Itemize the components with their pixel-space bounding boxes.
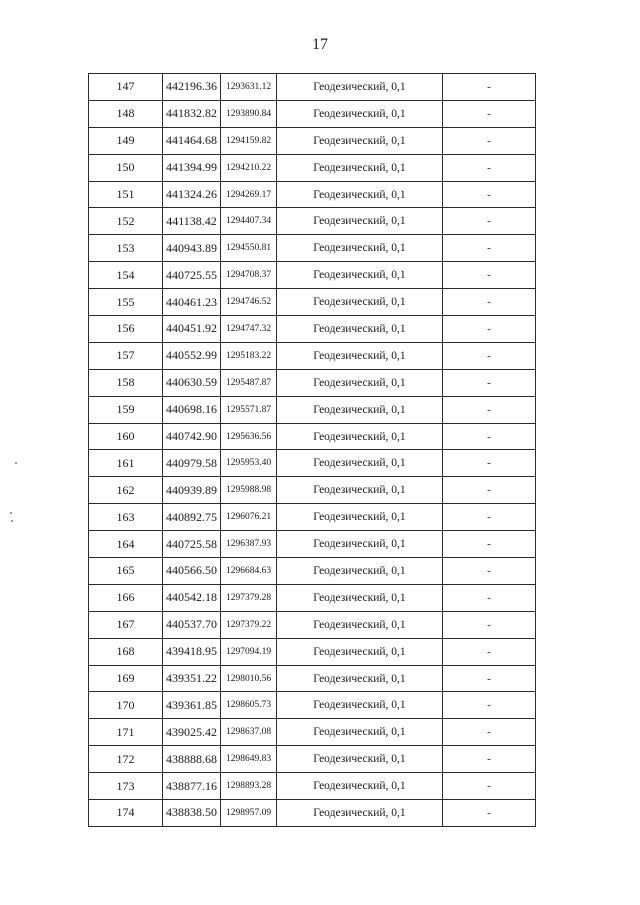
note-cell: - bbox=[443, 611, 536, 638]
x-coordinate-cell: 438877.16 bbox=[163, 773, 221, 800]
point-number-cell: 168 bbox=[89, 638, 163, 665]
table-row bbox=[89, 262, 536, 289]
method-cell: Геодезический, 0,1 bbox=[277, 342, 443, 369]
point-number-cell: 174 bbox=[89, 800, 163, 827]
note-cell: - bbox=[443, 396, 536, 423]
method-cell: Геодезический, 0,1 bbox=[277, 638, 443, 665]
page-number: 17 bbox=[312, 36, 328, 53]
y-coordinate-cell: 1297379.28 bbox=[221, 584, 277, 611]
point-number-cell: 156 bbox=[89, 316, 163, 343]
y-coordinate-cell: 1296387.93 bbox=[221, 531, 277, 558]
note-cell: - bbox=[443, 423, 536, 450]
method-cell: Геодезический, 0,1 bbox=[277, 558, 443, 585]
method-cell: Геодезический, 0,1 bbox=[277, 423, 443, 450]
note-cell: - bbox=[443, 773, 536, 800]
note-cell: - bbox=[443, 342, 536, 369]
table-row bbox=[89, 504, 536, 531]
x-coordinate-cell: 440542.18 bbox=[163, 584, 221, 611]
point-number-cell: 148 bbox=[89, 100, 163, 127]
point-number-cell: 167 bbox=[89, 611, 163, 638]
note-cell: - bbox=[443, 208, 536, 235]
y-coordinate-cell: 1294550.81 bbox=[221, 235, 277, 262]
y-coordinate-cell: 1298637.08 bbox=[221, 719, 277, 746]
method-cell: Геодезический, 0,1 bbox=[277, 262, 443, 289]
y-coordinate-cell: 1298957.09 bbox=[221, 800, 277, 827]
y-coordinate-cell: 1298893.28 bbox=[221, 773, 277, 800]
note-cell: - bbox=[443, 154, 536, 181]
note-cell: - bbox=[443, 235, 536, 262]
y-coordinate-cell: 1293631.12 bbox=[221, 74, 277, 101]
x-coordinate-cell: 440725.58 bbox=[163, 531, 221, 558]
method-cell: Геодезический, 0,1 bbox=[277, 450, 443, 477]
point-number-cell: 153 bbox=[89, 235, 163, 262]
y-coordinate-cell: 1294269.17 bbox=[221, 181, 277, 208]
note-cell: - bbox=[443, 100, 536, 127]
method-cell: Геодезический, 0,1 bbox=[277, 746, 443, 773]
method-cell: Геодезический, 0,1 bbox=[277, 692, 443, 719]
method-cell: Геодезический, 0,1 bbox=[277, 773, 443, 800]
note-cell: - bbox=[443, 316, 536, 343]
table-row bbox=[89, 369, 536, 396]
method-cell: Геодезический, 0,1 bbox=[277, 181, 443, 208]
point-number-cell: 157 bbox=[89, 342, 163, 369]
table-row bbox=[89, 74, 536, 101]
y-coordinate-cell: 1294210.22 bbox=[221, 154, 277, 181]
x-coordinate-cell: 440939.89 bbox=[163, 477, 221, 504]
y-coordinate-cell: 1294407.34 bbox=[221, 208, 277, 235]
x-coordinate-cell: 440698.16 bbox=[163, 396, 221, 423]
y-coordinate-cell: 1294747.32 bbox=[221, 316, 277, 343]
method-cell: Геодезический, 0,1 bbox=[277, 369, 443, 396]
x-coordinate-cell: 440552.99 bbox=[163, 342, 221, 369]
coordinates-table-body bbox=[89, 74, 536, 827]
note-cell: - bbox=[443, 719, 536, 746]
point-number-cell: 155 bbox=[89, 289, 163, 316]
point-number-cell: 165 bbox=[89, 558, 163, 585]
y-coordinate-cell: 1294159.82 bbox=[221, 127, 277, 154]
table-row bbox=[89, 719, 536, 746]
table-row bbox=[89, 746, 536, 773]
method-cell: Геодезический, 0,1 bbox=[277, 396, 443, 423]
method-cell: Геодезический, 0,1 bbox=[277, 289, 443, 316]
point-number-cell: 149 bbox=[89, 127, 163, 154]
table-row bbox=[89, 208, 536, 235]
point-number-cell: 151 bbox=[89, 181, 163, 208]
note-cell: - bbox=[443, 369, 536, 396]
point-number-cell: 150 bbox=[89, 154, 163, 181]
note-cell: - bbox=[443, 665, 536, 692]
point-number-cell: 166 bbox=[89, 584, 163, 611]
y-coordinate-cell: 1296684.63 bbox=[221, 558, 277, 585]
x-coordinate-cell: 440451.92 bbox=[163, 316, 221, 343]
note-cell: - bbox=[443, 262, 536, 289]
y-coordinate-cell: 1298010.56 bbox=[221, 665, 277, 692]
x-coordinate-cell: 440979.58 bbox=[163, 450, 221, 477]
method-cell: Геодезический, 0,1 bbox=[277, 316, 443, 343]
x-coordinate-cell: 441324.26 bbox=[163, 181, 221, 208]
y-coordinate-cell: 1294708.37 bbox=[221, 262, 277, 289]
x-coordinate-cell: 442196.36 bbox=[163, 74, 221, 101]
x-coordinate-cell: 438838.50 bbox=[163, 800, 221, 827]
note-cell: - bbox=[443, 74, 536, 101]
table-row bbox=[89, 342, 536, 369]
y-coordinate-cell: 1298649.83 bbox=[221, 746, 277, 773]
method-cell: Геодезический, 0,1 bbox=[277, 504, 443, 531]
method-cell: Геодезический, 0,1 bbox=[277, 208, 443, 235]
x-coordinate-cell: 441138.42 bbox=[163, 208, 221, 235]
x-coordinate-cell: 440461.23 bbox=[163, 289, 221, 316]
table-row bbox=[89, 181, 536, 208]
method-cell: Геодезический, 0,1 bbox=[277, 477, 443, 504]
y-coordinate-cell: 1295183.22 bbox=[221, 342, 277, 369]
y-coordinate-cell: 1298605.73 bbox=[221, 692, 277, 719]
point-number-cell: 154 bbox=[89, 262, 163, 289]
point-number-cell: 170 bbox=[89, 692, 163, 719]
table-row bbox=[89, 558, 536, 585]
method-cell: Геодезический, 0,1 bbox=[277, 584, 443, 611]
table-row bbox=[89, 477, 536, 504]
note-cell: - bbox=[443, 289, 536, 316]
x-coordinate-cell: 440892.75 bbox=[163, 504, 221, 531]
method-cell: Геодезический, 0,1 bbox=[277, 235, 443, 262]
x-coordinate-cell: 439351.22 bbox=[163, 665, 221, 692]
x-coordinate-cell: 440630.59 bbox=[163, 369, 221, 396]
table-row bbox=[89, 665, 536, 692]
note-cell: - bbox=[443, 477, 536, 504]
x-coordinate-cell: 440943.89 bbox=[163, 235, 221, 262]
method-cell: Геодезический, 0,1 bbox=[277, 74, 443, 101]
y-coordinate-cell: 1297379.22 bbox=[221, 611, 277, 638]
y-coordinate-cell: 1293890.84 bbox=[221, 100, 277, 127]
point-number-cell: 163 bbox=[89, 504, 163, 531]
scan-artifact bbox=[15, 462, 17, 464]
y-coordinate-cell: 1295487.87 bbox=[221, 369, 277, 396]
table-row bbox=[89, 638, 536, 665]
table-row bbox=[89, 450, 536, 477]
scan-artifact bbox=[10, 512, 12, 514]
table-row bbox=[89, 289, 536, 316]
point-number-cell: 162 bbox=[89, 477, 163, 504]
note-cell: - bbox=[443, 746, 536, 773]
y-coordinate-cell: 1295953.40 bbox=[221, 450, 277, 477]
x-coordinate-cell: 438888.68 bbox=[163, 746, 221, 773]
table-row bbox=[89, 316, 536, 343]
note-cell: - bbox=[443, 450, 536, 477]
note-cell: - bbox=[443, 127, 536, 154]
x-coordinate-cell: 441394.99 bbox=[163, 154, 221, 181]
point-number-cell: 173 bbox=[89, 773, 163, 800]
x-coordinate-cell: 440537.70 bbox=[163, 611, 221, 638]
note-cell: - bbox=[443, 800, 536, 827]
point-number-cell: 158 bbox=[89, 369, 163, 396]
table-row bbox=[89, 692, 536, 719]
point-number-cell: 169 bbox=[89, 665, 163, 692]
x-coordinate-cell: 441832.82 bbox=[163, 100, 221, 127]
x-coordinate-cell: 440725.55 bbox=[163, 262, 221, 289]
x-coordinate-cell: 440566.50 bbox=[163, 558, 221, 585]
point-number-cell: 171 bbox=[89, 719, 163, 746]
method-cell: Геодезический, 0,1 bbox=[277, 800, 443, 827]
x-coordinate-cell: 440742.90 bbox=[163, 423, 221, 450]
point-number-cell: 164 bbox=[89, 531, 163, 558]
point-number-cell: 147 bbox=[89, 74, 163, 101]
point-number-cell: 172 bbox=[89, 746, 163, 773]
y-coordinate-cell: 1295636.56 bbox=[221, 423, 277, 450]
table-row bbox=[89, 531, 536, 558]
table-row bbox=[89, 396, 536, 423]
table-row bbox=[89, 611, 536, 638]
y-coordinate-cell: 1294746.52 bbox=[221, 289, 277, 316]
table-row bbox=[89, 800, 536, 827]
x-coordinate-cell: 439361.85 bbox=[163, 692, 221, 719]
coordinates-table bbox=[88, 73, 536, 827]
table-row bbox=[89, 423, 536, 450]
table-row bbox=[89, 100, 536, 127]
scan-artifact bbox=[11, 520, 13, 522]
table-row bbox=[89, 235, 536, 262]
table-row bbox=[89, 127, 536, 154]
method-cell: Геодезический, 0,1 bbox=[277, 127, 443, 154]
y-coordinate-cell: 1295571.87 bbox=[221, 396, 277, 423]
method-cell: Геодезический, 0,1 bbox=[277, 665, 443, 692]
method-cell: Геодезический, 0,1 bbox=[277, 719, 443, 746]
table-row bbox=[89, 584, 536, 611]
method-cell: Геодезический, 0,1 bbox=[277, 154, 443, 181]
y-coordinate-cell: 1296076.21 bbox=[221, 504, 277, 531]
x-coordinate-cell: 439025.42 bbox=[163, 719, 221, 746]
note-cell: - bbox=[443, 558, 536, 585]
method-cell: Геодезический, 0,1 bbox=[277, 100, 443, 127]
note-cell: - bbox=[443, 531, 536, 558]
y-coordinate-cell: 1297094.19 bbox=[221, 638, 277, 665]
point-number-cell: 160 bbox=[89, 423, 163, 450]
table-row bbox=[89, 773, 536, 800]
note-cell: - bbox=[443, 181, 536, 208]
y-coordinate-cell: 1295988.98 bbox=[221, 477, 277, 504]
note-cell: - bbox=[443, 504, 536, 531]
method-cell: Геодезический, 0,1 bbox=[277, 531, 443, 558]
method-cell: Геодезический, 0,1 bbox=[277, 611, 443, 638]
note-cell: - bbox=[443, 584, 536, 611]
point-number-cell: 159 bbox=[89, 396, 163, 423]
x-coordinate-cell: 439418.95 bbox=[163, 638, 221, 665]
note-cell: - bbox=[443, 692, 536, 719]
x-coordinate-cell: 441464.68 bbox=[163, 127, 221, 154]
point-number-cell: 152 bbox=[89, 208, 163, 235]
note-cell: - bbox=[443, 638, 536, 665]
point-number-cell: 161 bbox=[89, 450, 163, 477]
table-row bbox=[89, 154, 536, 181]
